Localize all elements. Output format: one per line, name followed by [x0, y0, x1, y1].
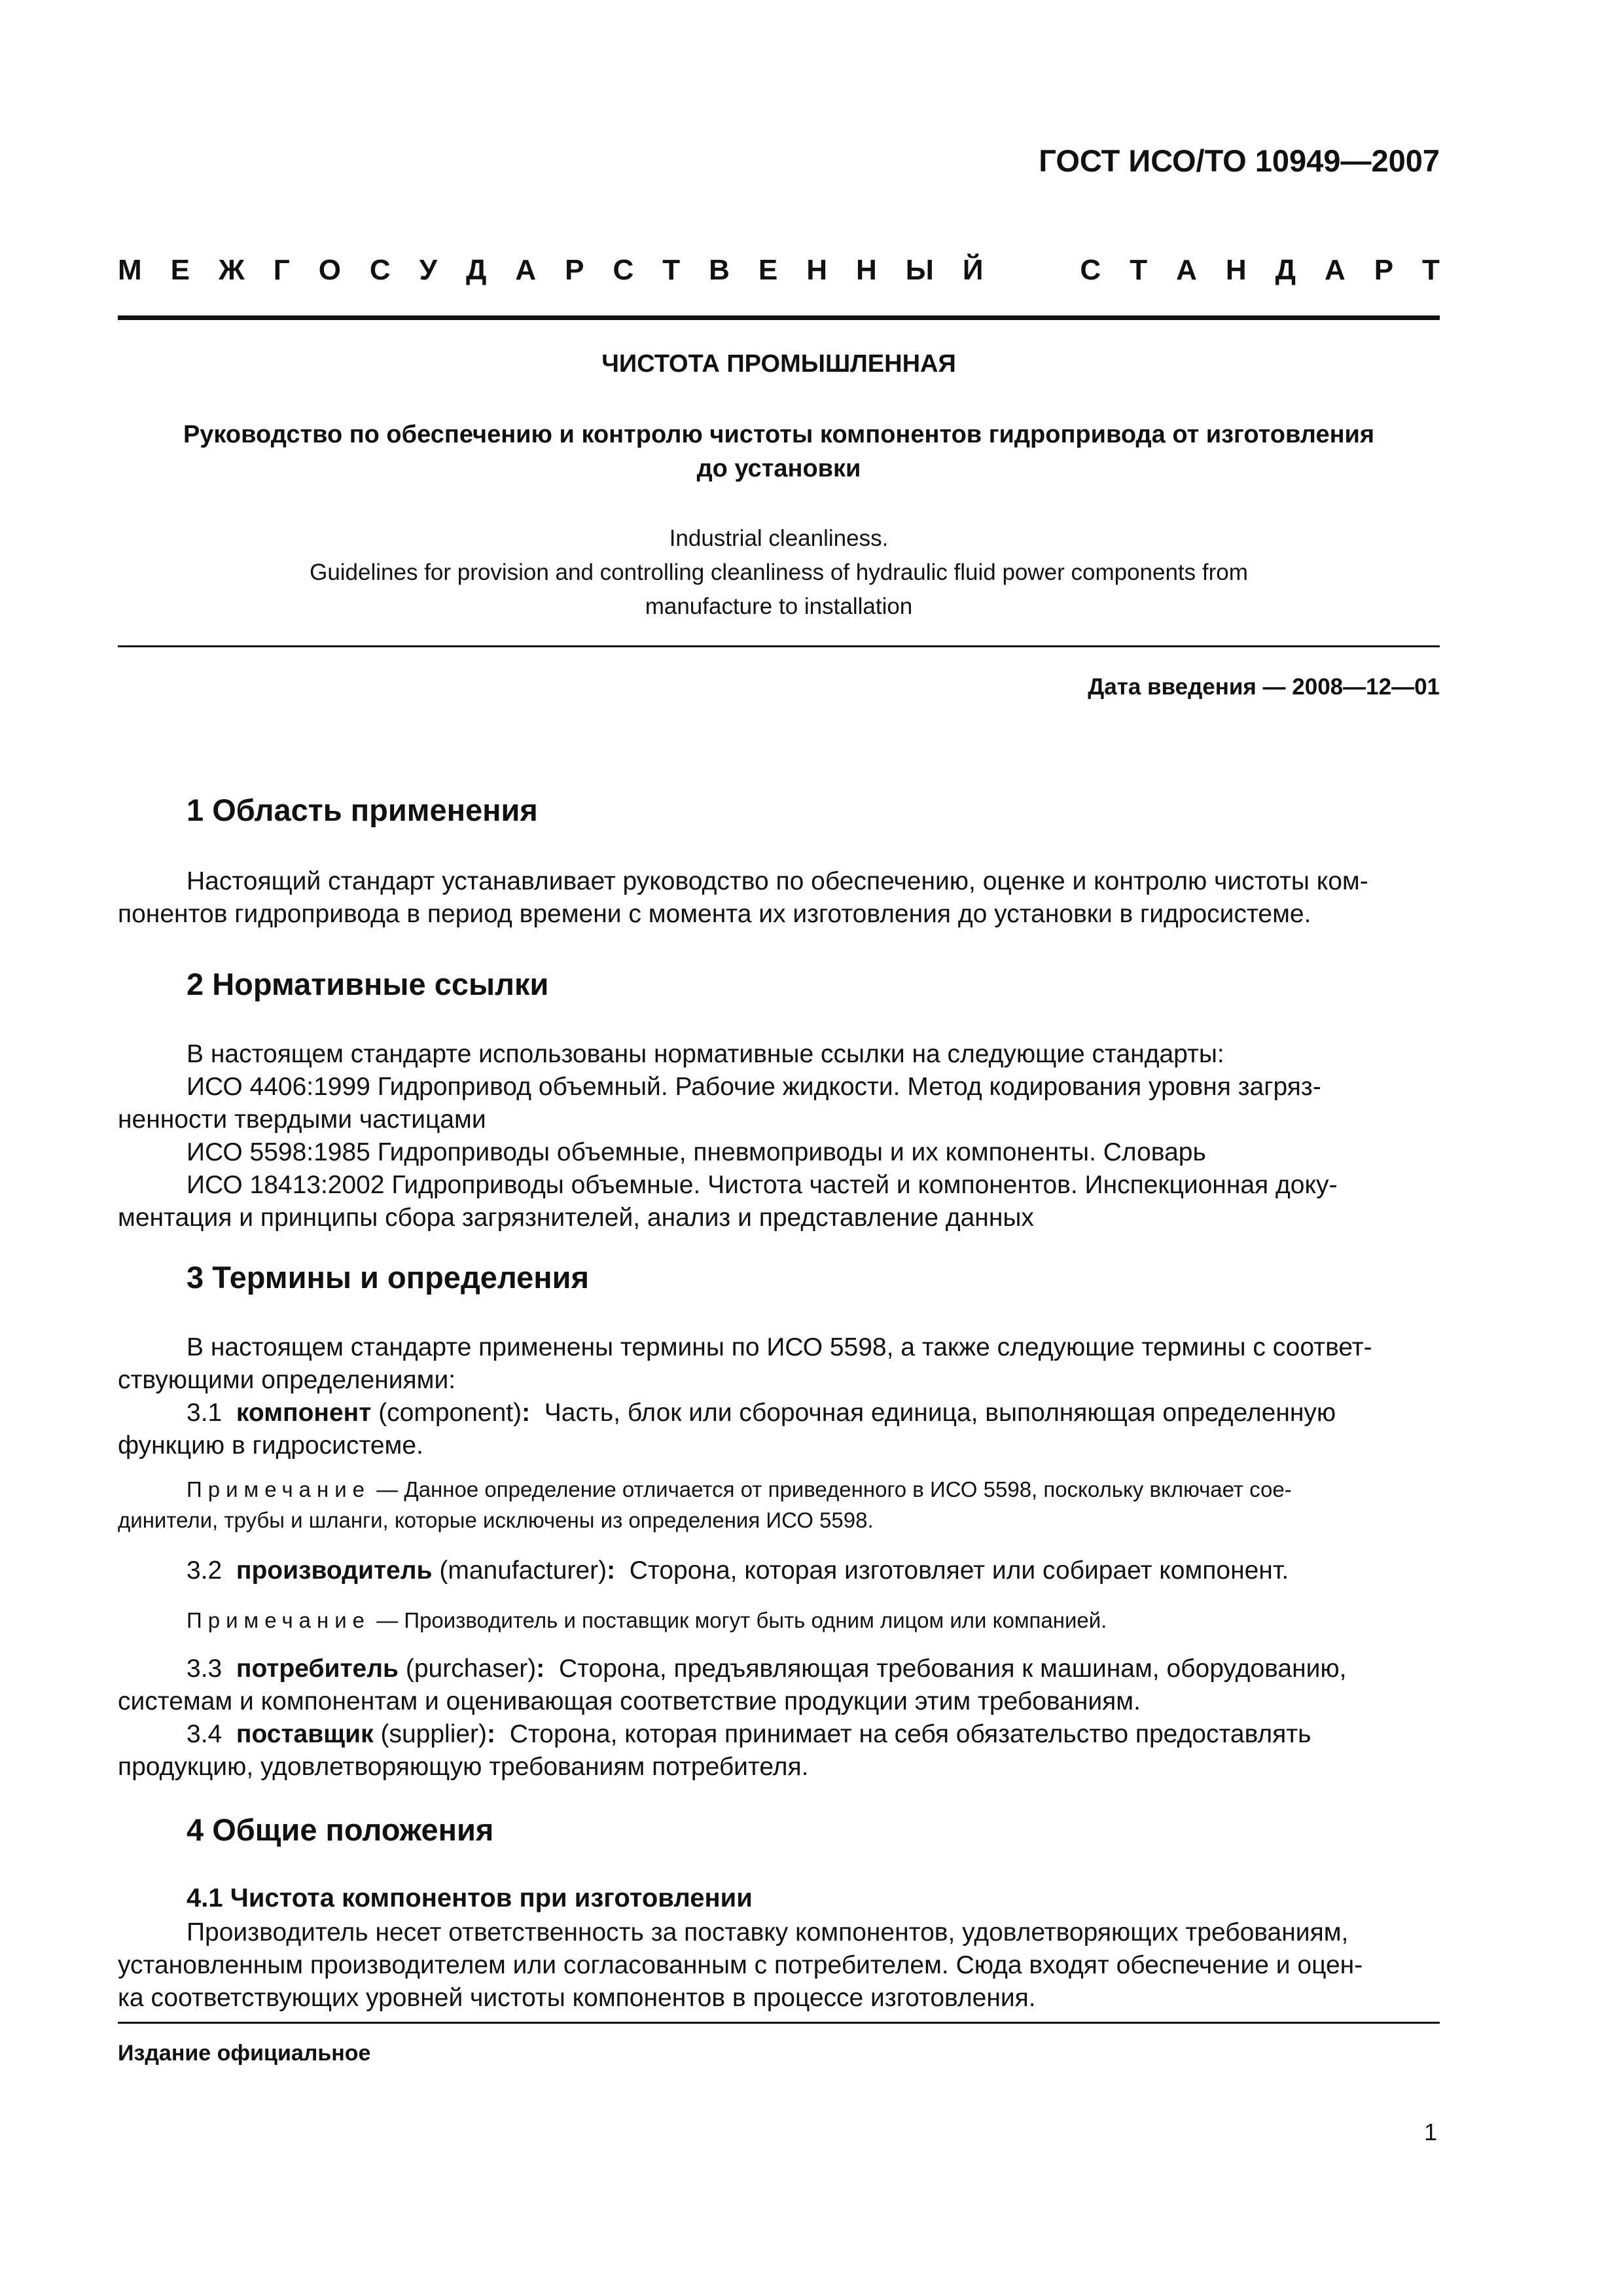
term-definition: Сторона, которая принимает на себя обязательство предоставлять — [509, 1720, 1311, 1748]
banner-letter: У — [419, 254, 438, 286]
section-1-heading: 1 Область применения — [187, 793, 538, 827]
english-title-line: Industrial cleanliness. — [669, 526, 889, 551]
term-english: (purchaser) — [405, 1655, 537, 1683]
term-english: (component) — [378, 1399, 522, 1427]
text-line: системам и компонентам и оценивающая соответствие продукции этим требованиям. — [118, 1687, 1141, 1715]
text-line: В настоящем стандарте применены термины по ИСО 5598, а также следующие термины с соответ- — [187, 1333, 1372, 1361]
banner-letter: Р — [565, 254, 584, 286]
text-line: функцию в гидросистеме. — [118, 1431, 423, 1460]
text-line: понентов гидропривода в период времени с момента их изготовления до установки в гидросистеме. — [118, 900, 1311, 928]
note-text: — Производитель и поставщик могут быть одним лицом или компанией. — [376, 1608, 1107, 1632]
term-name: производитель — [236, 1556, 433, 1585]
term-number: 3.2 — [187, 1556, 223, 1585]
banner-letter: Д — [466, 254, 487, 286]
note-label: Примечание — [187, 1477, 371, 1501]
text-line: продукцию, удовлетворяющую требованиям потребителя. — [118, 1753, 809, 1781]
note-2 — [118, 1605, 1440, 1636]
text-line: ИСО 5598:1985 Гидроприводы объемные, пневмоприводы и их компоненты. Словарь — [187, 1138, 1206, 1166]
subsection-4-1-heading: 4.1 Чистота компонентов при изготовлении — [187, 1884, 753, 1912]
section-2-text — [118, 1038, 1440, 1234]
banner-letter: Й — [962, 254, 984, 286]
note-label: Примечание — [187, 1608, 371, 1632]
banner-letter: В — [709, 254, 730, 286]
banner-letter: Т — [1130, 254, 1148, 286]
term-definition: Сторона, которая изготовляет или собирает компонент. — [629, 1556, 1289, 1585]
banner-letter: А — [1324, 254, 1346, 286]
banner-letter: С — [1080, 254, 1101, 286]
text-line: ненности твердыми частицами — [118, 1105, 486, 1134]
document-title: ЧИСТОТА ПРОМЫШЛЕННАЯ — [601, 350, 956, 378]
section-3-heading: 3 Термины и определения — [187, 1260, 589, 1295]
term-definition: Часть, блок или сборочная единица, выполняющая определенную — [544, 1399, 1336, 1427]
text-line: ментация и принципы сбора загрязнителей, анализ и представление данных — [118, 1204, 1034, 1232]
text-line: установленным производителем или согласованным с потребителем. Сюда входят обеспечение и оцен- — [118, 1951, 1363, 1979]
term-number: 3.3 — [187, 1655, 223, 1683]
term-colon: : — [607, 1556, 616, 1585]
banner-letter: А — [515, 254, 537, 286]
banner-word-gap — [1012, 254, 1051, 287]
text-line: ИСО 18413:2002 Гидроприводы объемные. Чистота частей и компонентов. Инспекционная доку- — [187, 1171, 1338, 1199]
banner-letter: С — [613, 254, 634, 286]
text-line: ка соответствующих уровней чистоты компонентов в процессе изготовления. — [118, 1984, 1036, 2012]
banner-letter: О — [318, 254, 341, 286]
banner-letter: Ж — [218, 254, 245, 286]
text-line: Производитель несет ответственность за поставку компонентов, удовлетворяющих требованиям, — [187, 1918, 1349, 1946]
banner-letter: М — [118, 254, 142, 286]
term-number: 3.4 — [187, 1720, 223, 1748]
term-name: компонент — [236, 1399, 372, 1427]
term-colon: : — [536, 1655, 545, 1683]
title-rule — [118, 645, 1440, 647]
term-name: потребитель — [236, 1655, 399, 1683]
header-rule — [118, 315, 1440, 320]
banner-letter: Н — [856, 254, 877, 286]
banner-letter: Е — [758, 254, 778, 286]
note-1 — [118, 1474, 1440, 1535]
banner-letter: Ы — [905, 254, 934, 286]
english-title-line: manufacture to installation — [645, 594, 913, 619]
banner-letter: Т — [662, 254, 681, 286]
section-2-heading: 2 Нормативные ссылки — [187, 967, 549, 1001]
official-edition-label: Издание официальное — [118, 2041, 371, 2066]
banner-letter: А — [1176, 254, 1197, 286]
term-definition: Сторона, предъявляющая требования к машинам, оборудованию, — [558, 1655, 1347, 1683]
subtitle-line: до установки — [696, 455, 861, 482]
term-colon: : — [522, 1399, 531, 1427]
term-name: поставщик — [236, 1720, 374, 1748]
term-english: (supplier) — [380, 1720, 488, 1748]
text-line: ствующими определениями: — [118, 1366, 456, 1394]
banner-letter: Д — [1275, 254, 1296, 286]
section-4-heading: 4 Общие положения — [187, 1812, 494, 1847]
term-english: (manufacturer) — [439, 1556, 607, 1585]
text-line: В настоящем стандарте использованы нормативные ссылки на следующие стандарты: — [187, 1040, 1224, 1068]
banner-letter: Е — [170, 254, 190, 286]
text-line: Настоящий стандарт устанавливает руководство по обеспечению, оценке и контролю чистоты ком- — [187, 867, 1368, 895]
term-3-2 — [118, 1554, 1440, 1587]
note-text: динители, трубы и шланги, которые исключены из определения ИСО 5598. — [118, 1508, 874, 1532]
banner-letter: Г — [273, 254, 290, 286]
banner-letter: Н — [806, 254, 828, 286]
banner-letter: Т — [1422, 254, 1440, 286]
english-title-line: Guidelines for provision and controlling cleanliness of hydraulic fluid power components from — [310, 560, 1248, 585]
text-line: ИСО 4406:1999 Гидропривод объемный. Рабочие жидкости. Метод кодирования уровня загряз- — [187, 1073, 1321, 1101]
term-number: 3.1 — [187, 1399, 223, 1427]
footer-rule — [118, 2022, 1440, 2024]
banner-letter: С — [369, 254, 391, 286]
introduction-date: Дата введения — 2008—12—01 — [1088, 674, 1440, 700]
section-4-text — [118, 1916, 1440, 2015]
document-subtitle — [118, 418, 1440, 486]
banner-letter: Н — [1225, 254, 1247, 286]
english-title — [118, 522, 1440, 624]
term-colon: : — [487, 1720, 496, 1748]
page-number: 1 — [1423, 2119, 1437, 2145]
section-3-intro — [118, 1331, 1440, 1462]
document-code: ГОСТ ИСО/ТО 10949—2007 — [1039, 143, 1440, 178]
terms-3-3-3-4 — [118, 1653, 1440, 1784]
banner-letter: Р — [1374, 254, 1394, 286]
subtitle-line: Руководство по обеспечению и контролю чистоты компонентов гидропривода от изготовления — [183, 421, 1375, 448]
interstate-standard-banner — [118, 254, 1440, 287]
section-1-text — [118, 865, 1440, 931]
note-text: — Данное определение отличается от приведенного в ИСО 5598, поскольку включает сое- — [376, 1477, 1292, 1501]
